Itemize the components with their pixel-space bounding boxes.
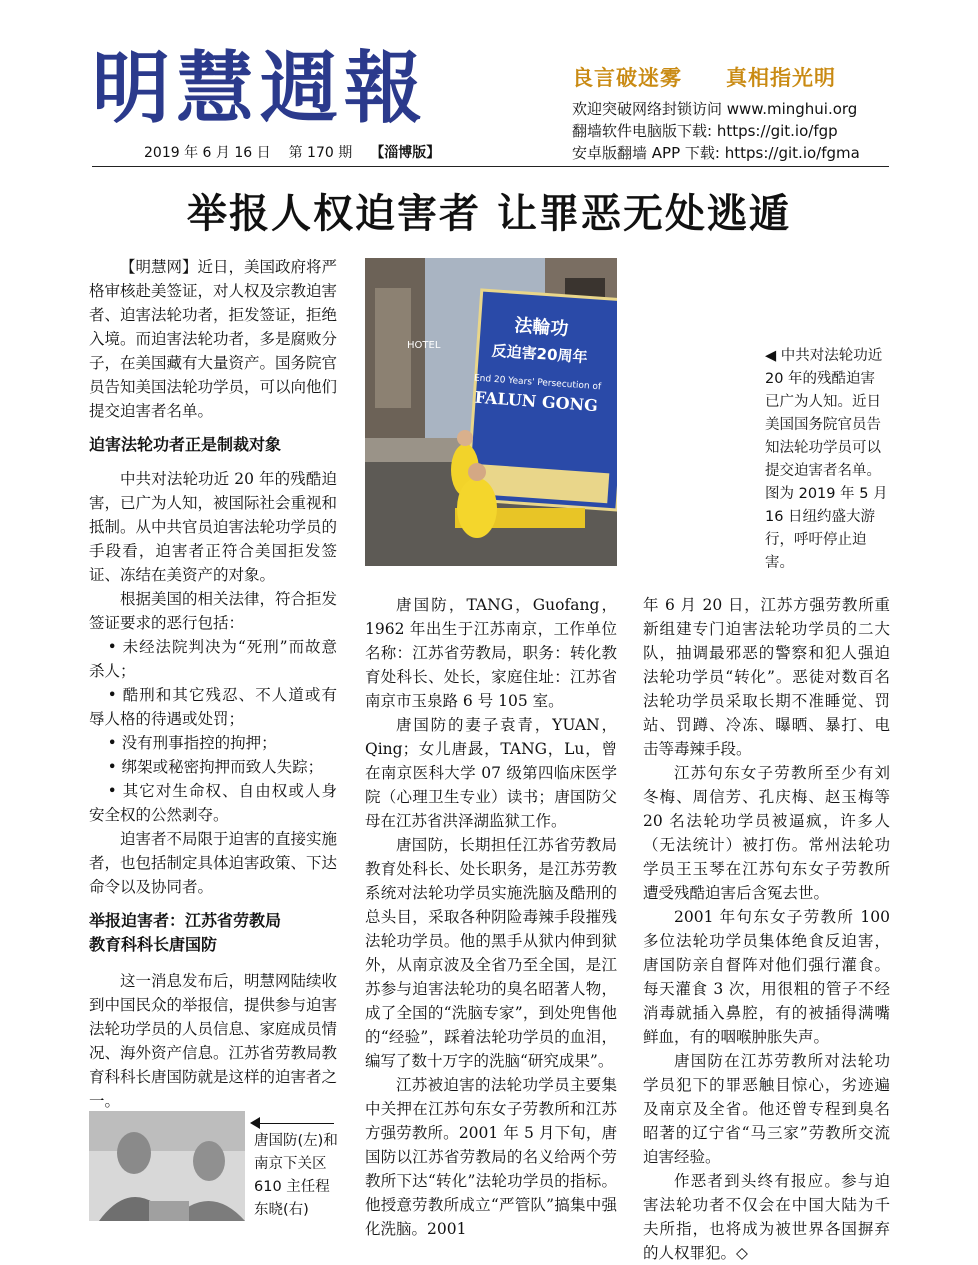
subheading-report-line1: 举报迫害者：江苏省劳教局 <box>89 911 282 930</box>
paragraph: 唐国防的妻子袁青，YUAN，Qing；女儿唐晸，TANG，Lu，曾在南京医科大学 07 级第四临床医学院（心理卫生专业）读书；唐国防父母在江苏省洪泽湖监狱工作。 <box>365 716 617 830</box>
perpetrator-photo <box>89 1111 245 1221</box>
bullet-item: • 没有刑事指控的拘押； <box>107 734 277 752</box>
bullet-item: • 酷刑和其它残忍、不人道或有辱人格的待遇或处罚； <box>89 686 337 728</box>
banner-line-4: FALUN GONG <box>474 387 599 416</box>
paragraph: 江苏被迫害的法轮功学员主要集中关押在江苏句东女子劳教所和江苏方强劳教所。2001 年 5 月下旬，唐国防以江苏省劳教局的名义给两个劳教所下达“转化”法轮功学员的指标。他授意劳教所成立“严管队”搞集中强化洗脑。2001 <box>365 1076 617 1238</box>
edition-label: 【淄博版】 <box>370 145 441 161</box>
slogan-right: 真相指光明 <box>726 66 836 90</box>
issue-number: 第 170 期 <box>288 145 353 161</box>
paragraph: 江苏句东女子劳教所至少有刘冬梅、周信芳、孔庆梅、赵玉梅等 20 名法轮功学员被逼疯，许多人（无法统计）被打伤。常州法轮功学员王玉琴在江苏句东女子劳教所遭受残酷迫害后含冤去世。 <box>643 764 890 902</box>
paragraph: 唐国防，TANG，Guofang，1962 年出生于江苏南京，工作单位名称：江苏省劳教局，职务：转化教育处科长、处长，家庭住址：江苏省南京市玉泉路 6 号 105 室。 <box>365 596 617 710</box>
svg-text:HOTEL: HOTEL <box>407 340 441 351</box>
bullet-item: • 绑架或秘密拘押而致人失踪； <box>107 758 324 776</box>
subheading-report-line2: 教育科科长唐国防 <box>89 935 218 954</box>
paragraph: 中共对法轮功近 20 年的残酷迫害，已广为人知，被国际社会重视和抵制。从中共官员迫害法轮功学员的手段看，迫害者正符合美国拒发签证、冻结在美资产的对象。 <box>89 470 338 584</box>
link-line-desktop[interactable]: 翻墙软件电脑版下载: https://git.io/fgp <box>572 122 838 140</box>
parade-banner <box>466 308 612 416</box>
masthead-title: 明慧週報 <box>92 44 429 134</box>
paragraph: 作恶者到头终有报应。参与迫害法轮功者不仅会在中国大陆为千夫所指，也将成为被世界各国摒弃的人权罪犯。◇ <box>643 1172 890 1262</box>
bullet-item: • 未经法院判决为“死刑”而故意杀人； <box>89 638 337 680</box>
paragraph: 迫害者不局限于迫害的直接实施者，也包括制定具体迫害政策、下达命令以及协同者。 <box>89 830 338 896</box>
caption-arrow-line <box>260 1123 334 1124</box>
link-line-website[interactable]: 欢迎突破网络封锁访问 www.minghui.org <box>572 100 858 118</box>
perpetrator-photo-art <box>89 1111 245 1221</box>
banner-line-1: 法輪功 <box>513 315 570 340</box>
paragraph: 2001 年句东女子劳教所 100 多位法轮功学员集体绝食反迫害，唐国防亲自督阵对他们强行灌食。每天灌食 3 次，用很粗的管子不经消毒就插入鼻腔，有的被插得满嘴鲜血，有的咽喉肿胀失声。 <box>643 908 890 1046</box>
article-column-2 <box>365 593 617 1241</box>
dateline <box>144 142 458 162</box>
banner-line-2: 反迫害20周年 <box>491 341 589 367</box>
link-line-android[interactable]: 安卓版翻墙 APP 下载: https://git.io/fgma <box>572 144 860 162</box>
article-column-1 <box>89 255 337 1113</box>
paragraph: 唐国防，长期担任江苏省劳教局教育处科长、处长职务，是江苏劳教系统对法轮功学员实施洗脑及酷刑的总头目，采取各种阴险毒辣手段摧残法轮功学员。他的黑手从狱内伸到狱外，从南京波及全省乃至全国，是江苏参与迫害法轮功的臭名昭著人物，成了全国的“洗脑专家”，到处兜售他的“经验”，踩着法轮功学员的血泪，编写了数十万字的洗脑“研究成果”。 <box>365 836 617 1070</box>
header-divider <box>92 166 889 167</box>
paragraph: 唐国防在江苏劳教所对法轮功学员犯下的罪恶触目惊心，劣迹遍及南京及全省。他还曾专程到臭名昭著的辽宁省“马三家”劳教所交流迫害经验。 <box>643 1052 890 1166</box>
banner-line-3: End 20 Years' Persecution of <box>473 373 602 393</box>
slogan <box>572 62 836 92</box>
perpetrator-photo-caption: 唐国防(左)和南京下关区 610 主任程东晓(右) <box>254 1133 338 1218</box>
parade-photo-caption: ◀ 中共对法轮功近 20 年的残酷迫害已广为人知。近日美国国务院官员告知法轮功学员可以提交迫害者名单。图为 2019 年 5 月 16 日纽约盛大游行，呼吁停止迫害。 <box>765 348 888 571</box>
paragraph: 这一消息发布后，明慧网陆续收到中国民众的举报信，提供参与迫害法轮功学员的人员信息、家庭成员情况、海外资产信息。江苏省劳教局教育科科长唐国防就是这样的迫害者之一。 <box>89 972 338 1110</box>
bullet-item: • 其它对生命权、自由权或人身安全权的公然剥夺。 <box>89 782 337 824</box>
caption-arrow-icon <box>250 1117 260 1129</box>
subheading-sanctions: 迫害法轮功者正是制裁对象 <box>89 435 282 454</box>
parade-photo <box>365 258 617 566</box>
issue-date: 2019 年 6 月 16 日 <box>144 145 271 161</box>
intro-paragraph: 【明慧网】近日，美国政府将严格审核赴美签证，对人权及宗教迫害者、迫害法轮功者，拒发签证，拒绝入境。而迫害法轮功者，多是腐败分子，在美国藏有大量资产。国务院官员告知美国法轮功学员，可以向他们提交迫害者名单。 <box>89 258 338 420</box>
slogan-left: 良言破迷雾 <box>572 66 682 90</box>
access-links <box>572 98 860 164</box>
article-headline: 举报人权迫害者 让罪恶无处逃遁 <box>187 191 791 237</box>
paragraph: 年 6 月 20 日，江苏方强劳教所重新组建专门迫害法轮功学员的二大队，抽调最邪恶的警察和犯人强迫法轮功学员“转化”。恶徒对数百名法轮功学员采取长期不准睡觉、罚站、罚蹲、冷冻、曝晒、暴打、电击等毒辣手段。 <box>643 596 890 758</box>
article-column-3 <box>643 593 890 1265</box>
subheading-report <box>89 909 337 957</box>
paragraph: 根据美国的相关法律，符合拒发签证要求的恶行包括： <box>89 590 338 632</box>
